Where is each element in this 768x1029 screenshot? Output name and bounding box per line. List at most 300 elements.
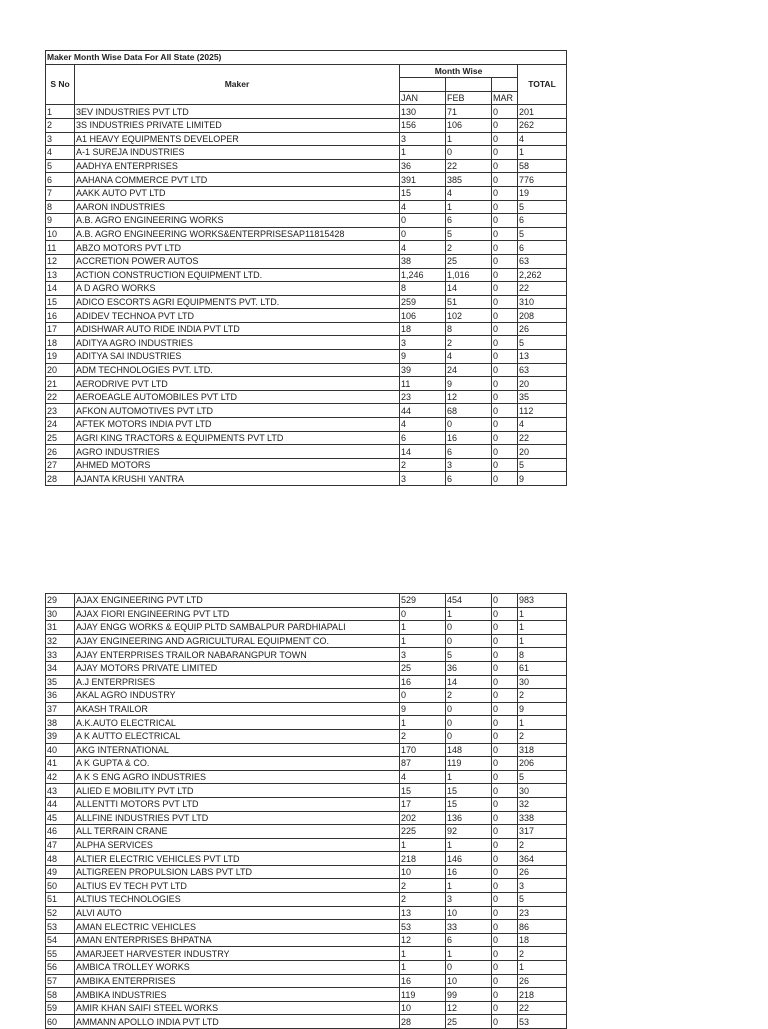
maker-cell: ADM TECHNOLOGIES PVT. LTD.	[75, 363, 400, 377]
table-row	[46, 893, 567, 907]
total-cell: 22	[518, 1001, 567, 1015]
maker-cell: A.J ENTERPRISES	[75, 675, 400, 689]
sno-cell: 24	[46, 418, 75, 432]
table-row	[46, 974, 567, 988]
jan-cell: 529	[400, 594, 446, 608]
maker-cell: A.B. AGRO ENGINEERING WORKS	[75, 214, 400, 228]
total-cell: 32	[518, 797, 567, 811]
sno-cell: 1	[46, 105, 75, 119]
total-cell: 19	[518, 186, 567, 200]
month-header-jan: JAN	[400, 91, 446, 105]
sno-cell: 9	[46, 214, 75, 228]
total-cell: 1	[518, 961, 567, 975]
table-row	[46, 322, 567, 336]
sno-cell: 13	[46, 268, 75, 282]
total-cell: 63	[518, 254, 567, 268]
month-header-feb: FEB	[446, 91, 492, 105]
maker-cell: AGRO INDUSTRIES	[75, 445, 400, 459]
maker-cell: A D AGRO WORKS	[75, 282, 400, 296]
maker-cell: ALTIUS EV TECH PVT LTD	[75, 879, 400, 893]
sno-cell: 26	[46, 445, 75, 459]
jan-cell: 156	[400, 118, 446, 132]
sno-cell: 15	[46, 295, 75, 309]
total-cell: 262	[518, 118, 567, 132]
sno-cell: 19	[46, 350, 75, 364]
maker-cell: AEROEAGLE AUTOMOBILES PVT LTD	[75, 390, 400, 404]
jan-cell: 2	[400, 729, 446, 743]
mar-cell: 0	[492, 825, 518, 839]
mar-cell: 0	[492, 716, 518, 730]
total-cell: 53	[518, 1015, 567, 1029]
maker-cell: ALLENTTI MOTORS PVT LTD	[75, 797, 400, 811]
total-cell: 20	[518, 377, 567, 391]
mar-cell: 0	[492, 227, 518, 241]
feb-cell: 24	[446, 363, 492, 377]
table-row	[46, 268, 567, 282]
blank-header-cell	[400, 78, 446, 92]
maker-cell: AAHANA COMMERCE PVT LTD	[75, 173, 400, 187]
table-row	[46, 350, 567, 364]
mar-cell: 0	[492, 852, 518, 866]
mar-cell: 0	[492, 893, 518, 907]
maker-cell: AADHYA ENTERPRISES	[75, 159, 400, 173]
total-cell: 1	[518, 621, 567, 635]
feb-cell: 1	[446, 770, 492, 784]
jan-cell: 3	[400, 648, 446, 662]
total-cell: 61	[518, 661, 567, 675]
mar-cell: 0	[492, 132, 518, 146]
total-cell: 9	[518, 702, 567, 716]
feb-cell: 3	[446, 893, 492, 907]
mar-cell: 0	[492, 865, 518, 879]
feb-cell: 102	[446, 309, 492, 323]
feb-cell: 9	[446, 377, 492, 391]
table-row	[46, 282, 567, 296]
jan-cell: 0	[400, 227, 446, 241]
feb-cell: 1	[446, 607, 492, 621]
total-cell: 317	[518, 825, 567, 839]
maker-cell: AJAX ENGINEERING PVT LTD	[75, 594, 400, 608]
sno-header: S No	[46, 64, 75, 105]
feb-cell: 106	[446, 118, 492, 132]
table-row	[46, 865, 567, 879]
sno-cell: 31	[46, 621, 75, 635]
table-title: Maker Month Wise Data For All State (2025)	[46, 51, 567, 65]
maker-cell: A1 HEAVY EQUIPMENTS DEVELOPER	[75, 132, 400, 146]
mar-cell: 0	[492, 784, 518, 798]
sno-cell: 8	[46, 200, 75, 214]
sno-cell: 40	[46, 743, 75, 757]
sno-cell: 41	[46, 757, 75, 771]
table-row	[46, 757, 567, 771]
mar-cell: 0	[492, 159, 518, 173]
mar-cell: 0	[492, 254, 518, 268]
jan-cell: 4	[400, 241, 446, 255]
feb-cell: 1	[446, 879, 492, 893]
feb-cell: 0	[446, 729, 492, 743]
sno-cell: 21	[46, 377, 75, 391]
table-row	[46, 309, 567, 323]
jan-cell: 0	[400, 214, 446, 228]
blank-header-cell	[446, 78, 492, 92]
feb-cell: 1	[446, 838, 492, 852]
mar-cell: 0	[492, 920, 518, 934]
sno-cell: 45	[46, 811, 75, 825]
total-cell: 5	[518, 893, 567, 907]
table-row	[46, 186, 567, 200]
maker-cell: AKG INTERNATIONAL	[75, 743, 400, 757]
jan-cell: 14	[400, 445, 446, 459]
table-row	[46, 404, 567, 418]
total-cell: 318	[518, 743, 567, 757]
jan-cell: 4	[400, 200, 446, 214]
sno-cell: 37	[46, 702, 75, 716]
sno-cell: 30	[46, 607, 75, 621]
sno-cell: 34	[46, 661, 75, 675]
maker-cell: ABZO MOTORS PVT LTD	[75, 241, 400, 255]
mar-cell: 0	[492, 988, 518, 1002]
maker-cell: ADISHWAR AUTO RIDE INDIA PVT LTD	[75, 322, 400, 336]
feb-cell: 136	[446, 811, 492, 825]
feb-cell: 36	[446, 661, 492, 675]
sno-cell: 57	[46, 974, 75, 988]
jan-cell: 1	[400, 621, 446, 635]
maker-cell: 3S INDUSTRIES PRIVATE LIMITED	[75, 118, 400, 132]
total-cell: 30	[518, 784, 567, 798]
table-row	[46, 784, 567, 798]
total-cell: 2	[518, 947, 567, 961]
total-cell: 3	[518, 879, 567, 893]
total-cell: 2,262	[518, 268, 567, 282]
mar-cell: 0	[492, 214, 518, 228]
feb-cell: 2	[446, 336, 492, 350]
jan-cell: 0	[400, 607, 446, 621]
feb-cell: 0	[446, 716, 492, 730]
jan-cell: 53	[400, 920, 446, 934]
mar-cell: 0	[492, 947, 518, 961]
maker-cell: ADITYA AGRO INDUSTRIES	[75, 336, 400, 350]
jan-cell: 23	[400, 390, 446, 404]
mar-cell: 0	[492, 200, 518, 214]
total-header: TOTAL	[518, 64, 567, 105]
total-cell: 776	[518, 173, 567, 187]
mar-cell: 0	[492, 295, 518, 309]
table-row	[46, 418, 567, 432]
jan-cell: 9	[400, 702, 446, 716]
jan-cell: 16	[400, 675, 446, 689]
table-row	[46, 729, 567, 743]
jan-cell: 106	[400, 309, 446, 323]
feb-cell: 3	[446, 458, 492, 472]
sno-cell: 50	[46, 879, 75, 893]
mar-cell: 0	[492, 105, 518, 119]
sno-cell: 28	[46, 472, 75, 486]
jan-cell: 1	[400, 146, 446, 160]
maker-cell: AERODRIVE PVT LTD	[75, 377, 400, 391]
total-cell: 1	[518, 607, 567, 621]
total-cell: 5	[518, 200, 567, 214]
jan-cell: 1,246	[400, 268, 446, 282]
total-cell: 218	[518, 988, 567, 1002]
maker-cell: AJAY ENGINEERING AND AGRICULTURAL EQUIPMENT CO.	[75, 634, 400, 648]
sno-cell: 42	[46, 770, 75, 784]
maker-cell: AMBIKA INDUSTRIES	[75, 988, 400, 1002]
sno-cell: 29	[46, 594, 75, 608]
jan-cell: 10	[400, 865, 446, 879]
table-row	[46, 920, 567, 934]
maker-cell: 3EV INDUSTRIES PVT LTD	[75, 105, 400, 119]
jan-cell: 1	[400, 961, 446, 975]
jan-cell: 4	[400, 418, 446, 432]
table-row	[46, 200, 567, 214]
mar-cell: 0	[492, 906, 518, 920]
jan-cell: 225	[400, 825, 446, 839]
table-row	[46, 838, 567, 852]
total-cell: 4	[518, 418, 567, 432]
table-row	[46, 825, 567, 839]
table-row	[46, 295, 567, 309]
sno-cell: 3	[46, 132, 75, 146]
feb-cell: 92	[446, 825, 492, 839]
jan-cell: 18	[400, 322, 446, 336]
mar-cell: 0	[492, 309, 518, 323]
sno-cell: 27	[46, 458, 75, 472]
feb-cell: 10	[446, 974, 492, 988]
jan-cell: 38	[400, 254, 446, 268]
mar-cell: 0	[492, 621, 518, 635]
feb-cell: 14	[446, 282, 492, 296]
sno-cell: 25	[46, 431, 75, 445]
table-row	[46, 743, 567, 757]
table-row	[46, 961, 567, 975]
mar-cell: 0	[492, 173, 518, 187]
total-cell: 4	[518, 132, 567, 146]
sno-cell: 5	[46, 159, 75, 173]
sno-cell: 22	[46, 390, 75, 404]
total-cell: 206	[518, 757, 567, 771]
maker-cell: AMAN ELECTRIC VEHICLES	[75, 920, 400, 934]
total-cell: 18	[518, 933, 567, 947]
table-row	[46, 445, 567, 459]
mar-cell: 0	[492, 1001, 518, 1015]
sno-cell: 59	[46, 1001, 75, 1015]
table-row	[46, 689, 567, 703]
feb-cell: 0	[446, 621, 492, 635]
mar-cell: 0	[492, 757, 518, 771]
table-row	[46, 241, 567, 255]
mar-cell: 0	[492, 933, 518, 947]
table-row	[46, 254, 567, 268]
total-cell: 30	[518, 675, 567, 689]
sno-cell: 55	[46, 947, 75, 961]
sno-cell: 32	[46, 634, 75, 648]
total-cell: 5	[518, 336, 567, 350]
maker-cell: ALL TERRAIN CRANE	[75, 825, 400, 839]
jan-cell: 1	[400, 947, 446, 961]
mar-cell: 0	[492, 702, 518, 716]
maker-cell: AKASH TRAILOR	[75, 702, 400, 716]
feb-cell: 1	[446, 200, 492, 214]
maker-cell: AMMANN APOLLO INDIA PVT LTD	[75, 1015, 400, 1029]
table-body-page-1	[46, 105, 567, 486]
jan-cell: 3	[400, 336, 446, 350]
jan-cell: 391	[400, 173, 446, 187]
jan-cell: 130	[400, 105, 446, 119]
jan-cell: 10	[400, 1001, 446, 1015]
table-row	[46, 472, 567, 486]
total-cell: 201	[518, 105, 567, 119]
feb-cell: 25	[446, 1015, 492, 1029]
sno-cell: 60	[46, 1015, 75, 1029]
total-cell: 2	[518, 838, 567, 852]
feb-cell: 15	[446, 797, 492, 811]
total-cell: 58	[518, 159, 567, 173]
feb-cell: 16	[446, 431, 492, 445]
total-cell: 8	[518, 648, 567, 662]
sno-cell: 11	[46, 241, 75, 255]
jan-cell: 170	[400, 743, 446, 757]
mar-cell: 0	[492, 797, 518, 811]
sno-cell: 14	[46, 282, 75, 296]
table-row	[46, 377, 567, 391]
table-row	[46, 363, 567, 377]
sno-cell: 2	[46, 118, 75, 132]
feb-cell: 0	[446, 146, 492, 160]
maker-header: Maker	[75, 64, 400, 105]
jan-cell: 39	[400, 363, 446, 377]
feb-cell: 0	[446, 702, 492, 716]
maker-cell: AJAY ENGG WORKS & EQUIP PLTD SAMBALPUR PARDHIAPALI	[75, 621, 400, 635]
feb-cell: 15	[446, 784, 492, 798]
maker-cell: AFTEK MOTORS INDIA PVT LTD	[75, 418, 400, 432]
total-cell: 1	[518, 146, 567, 160]
jan-cell: 28	[400, 1015, 446, 1029]
blank-header-cell	[492, 78, 518, 92]
total-cell: 35	[518, 390, 567, 404]
total-cell: 63	[518, 363, 567, 377]
table-row	[46, 336, 567, 350]
table-row	[46, 105, 567, 119]
maker-cell: ALTIER ELECTRIC VEHICLES PVT LTD	[75, 852, 400, 866]
table-row	[46, 852, 567, 866]
maker-cell: ALIED E MOBILITY PVT LTD	[75, 784, 400, 798]
total-cell: 2	[518, 729, 567, 743]
feb-cell: 0	[446, 634, 492, 648]
feb-cell: 99	[446, 988, 492, 1002]
table-row	[46, 702, 567, 716]
table-row	[46, 933, 567, 947]
mar-cell: 0	[492, 689, 518, 703]
mar-cell: 0	[492, 472, 518, 486]
jan-cell: 15	[400, 784, 446, 798]
table-row	[46, 716, 567, 730]
feb-cell: 454	[446, 594, 492, 608]
mar-cell: 0	[492, 743, 518, 757]
mar-cell: 0	[492, 838, 518, 852]
feb-cell: 4	[446, 186, 492, 200]
total-cell: 26	[518, 974, 567, 988]
table-row	[46, 390, 567, 404]
maker-cell: AMIR KHAN SAIFI STEEL WORKS	[75, 1001, 400, 1015]
maker-cell: AMAN ENTERPRISES BHPATNA	[75, 933, 400, 947]
total-cell: 5	[518, 770, 567, 784]
sno-cell: 33	[46, 648, 75, 662]
jan-cell: 4	[400, 770, 446, 784]
table-row	[46, 770, 567, 784]
feb-cell: 148	[446, 743, 492, 757]
table-row	[46, 906, 567, 920]
sno-cell: 38	[46, 716, 75, 730]
table-row	[46, 811, 567, 825]
feb-cell: 119	[446, 757, 492, 771]
jan-cell: 25	[400, 661, 446, 675]
jan-cell: 36	[400, 159, 446, 173]
table-row	[46, 675, 567, 689]
mar-cell: 0	[492, 634, 518, 648]
sno-cell: 4	[46, 146, 75, 160]
sno-cell: 17	[46, 322, 75, 336]
maker-table-page-1	[45, 50, 567, 486]
sno-cell: 12	[46, 254, 75, 268]
table-row	[46, 159, 567, 173]
sno-cell: 52	[46, 906, 75, 920]
mar-cell: 0	[492, 431, 518, 445]
mar-cell: 0	[492, 974, 518, 988]
feb-cell: 4	[446, 350, 492, 364]
sno-cell: 58	[46, 988, 75, 1002]
table-row	[46, 648, 567, 662]
maker-cell: A K GUPTA & CO.	[75, 757, 400, 771]
maker-cell: AJAY ENTERPRISES TRAILOR NABARANGPUR TOWN	[75, 648, 400, 662]
table-row	[46, 607, 567, 621]
total-cell: 6	[518, 214, 567, 228]
mar-cell: 0	[492, 363, 518, 377]
table-row	[46, 797, 567, 811]
jan-cell: 119	[400, 988, 446, 1002]
maker-cell: AMARJEET HARVESTER INDUSTRY	[75, 947, 400, 961]
sno-cell: 54	[46, 933, 75, 947]
sno-cell: 20	[46, 363, 75, 377]
table-row	[46, 458, 567, 472]
mar-cell: 0	[492, 390, 518, 404]
mar-cell: 0	[492, 770, 518, 784]
jan-cell: 1	[400, 634, 446, 648]
table-row	[46, 132, 567, 146]
mar-cell: 0	[492, 241, 518, 255]
table-row	[46, 214, 567, 228]
mar-cell: 0	[492, 186, 518, 200]
sno-cell: 43	[46, 784, 75, 798]
mar-cell: 0	[492, 811, 518, 825]
feb-cell: 51	[446, 295, 492, 309]
total-cell: 22	[518, 431, 567, 445]
table-row	[46, 661, 567, 675]
jan-cell: 12	[400, 933, 446, 947]
jan-cell: 0	[400, 689, 446, 703]
table-row	[46, 146, 567, 160]
mar-cell: 0	[492, 445, 518, 459]
sno-cell: 36	[46, 689, 75, 703]
mar-cell: 0	[492, 418, 518, 432]
maker-cell: A K S ENG AGRO INDUSTRIES	[75, 770, 400, 784]
maker-cell: AHMED MOTORS	[75, 458, 400, 472]
feb-cell: 1	[446, 947, 492, 961]
sno-cell: 49	[46, 865, 75, 879]
jan-cell: 218	[400, 852, 446, 866]
total-cell: 26	[518, 322, 567, 336]
maker-cell: AMBICA TROLLEY WORKS	[75, 961, 400, 975]
mar-cell: 0	[492, 404, 518, 418]
